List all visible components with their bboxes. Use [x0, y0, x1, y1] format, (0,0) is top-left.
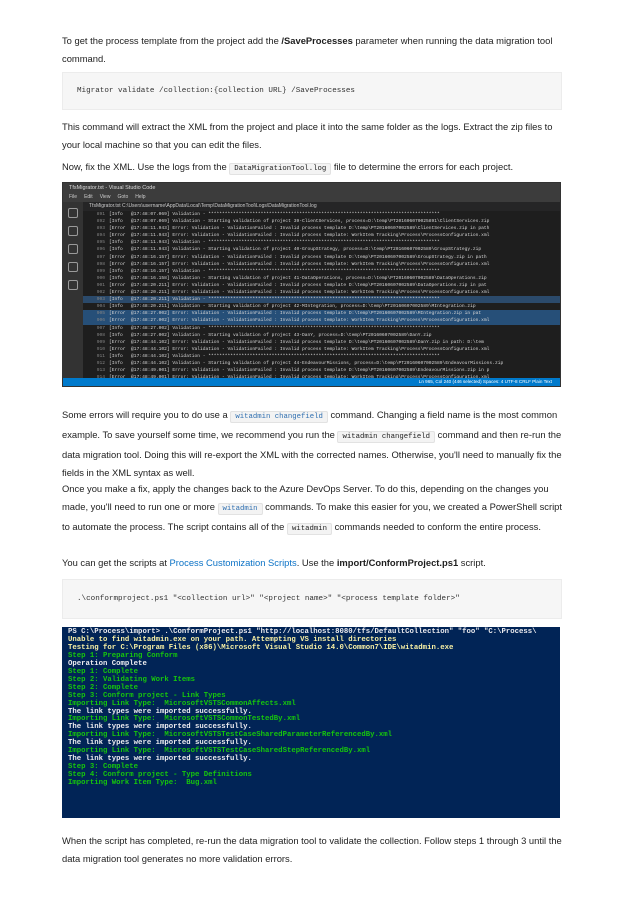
line-text: [Error @17:48:44.102] Error: Validation - ValidationFailed : Invalid process template D:\temp\PT20160607002589\DanY.zip in path: D:\tem [109, 339, 484, 345]
code-block-migrator [62, 72, 562, 110]
inline-code: DataMigrationTool.log [229, 163, 331, 175]
text: file to determine the errors for each project. [331, 161, 514, 172]
line-text: [Info @17:48:44.102] Validation - Starting validation of project 44-EndeavourMissions, process=D:\temp\PT20160607002589\EndeavourMissions.zip [109, 360, 504, 366]
line-text: [Error @17:48:11.943] Error: Validation - ValidationFailed : Invalid process template: WorkItem Tracking\Process\ProcessConfiguration.xml [109, 233, 490, 239]
console-line: The link types were imported successfully. [68, 755, 252, 764]
line-text: [Error @17:48:20.211] Error: Validation - ValidationFailed : Invalid process template: WorkItem Tracking\Process\ProcessConfiguration.xml [109, 290, 490, 296]
line-number: 912 [96, 360, 105, 366]
log-line [83, 317, 560, 324]
text: parameter when running the data migration tool command. [62, 35, 553, 64]
line-number: 893 [96, 226, 105, 232]
inline-code: witadmin [218, 503, 263, 515]
console-line: Step 3: Conform project - Link Types [68, 691, 226, 700]
console-line: Step 1: Complete [68, 667, 139, 676]
console-line: The link types were imported successfully. [68, 723, 252, 732]
paragraph-save-processes [62, 32, 562, 68]
log-line [83, 289, 560, 296]
vscode-status-bar: Ln 965, Col 240 (446 selected) Spaces: 4 UTF-8 CRLF Plain Text [63, 378, 560, 386]
vscode-tab: TfsMigrator.txt C:\Users\username\AppData\Local\Temp\DataMigrationTool\Logs\DataMigrationTool.log [83, 202, 560, 211]
line-number: 913 [96, 368, 105, 374]
line-text: [Error @17:48:16.157] Error: Validation - ValidationFailed : Invalid process template D:\temp\PT20160607002589\GroupStrategy.zip in path [109, 254, 487, 260]
line-text: [Info @17:48:27.002] Validation - ************************************************************************************ [109, 325, 440, 331]
line-text: [Info @17:48:20.211] Validation - ************************************************************************************ [109, 297, 440, 303]
console-line: The link types were imported successfully. [68, 707, 252, 716]
console-line: Step 2: Complete [68, 683, 139, 692]
text: Some errors will require you to do use a [62, 409, 231, 420]
console-line: PS C:\Process\import> .\ConformProject.ps1 "http://localhost:8080/tfs/DefaultCollection" "foo" "C:\Process\ [68, 628, 537, 636]
console-line: Unable to find witadmin.exe on your path. Attempting VS install directories [68, 635, 397, 644]
console-line: Step 3: Complete [68, 763, 139, 772]
bold-parameter: /SaveProcesses [281, 35, 353, 46]
debug-icon [68, 262, 78, 272]
code-text: .\conformproject.ps1 "<collection url>" "<project name>" "<process template folder>" [77, 595, 460, 603]
paragraph-apply-changes [62, 480, 562, 538]
vscode-title: TfsMigrator.txt - Visual Studio Code [63, 183, 560, 193]
console-line: Step 4: Conform project - Type Definitions [68, 771, 252, 780]
bold-script-name: import/ConformProject.ps1 [336, 557, 459, 568]
line-number: 894 [96, 233, 105, 239]
search-icon [68, 226, 78, 236]
line-number: 911 [96, 353, 105, 359]
line-number: 910 [96, 346, 105, 352]
paragraph-rerun: When the script has completed, re-run the data migration tool to validate the collection. Follow steps 1 through 3 until the data migration tool generates no more validation errors. [62, 835, 562, 864]
paragraph-witadmin-changefield [62, 406, 562, 482]
log-line [83, 303, 560, 310]
powershell-screenshot [62, 627, 560, 818]
vscode-screenshot [62, 182, 561, 387]
log-line [83, 360, 560, 367]
menu-item[interactable]: Edit [84, 194, 93, 200]
line-text: [Error @17:48:16.157] Error: Validation - ValidationFailed : Invalid process template: WorkItem Tracking\Process\ProcessConfiguration.xml [109, 261, 490, 267]
log-line [83, 225, 560, 232]
line-text: [Info @17:48:27.002] Validation - Starting validation of project 43-DanY, process=D:\temp\PT20160607002589\DanY.zip [109, 332, 432, 338]
line-number: 901 [96, 282, 105, 288]
line-text: [Error @17:48:49.001] Error: Validation - ValidationFailed : Invalid process template D:\temp\PT20160607002589\EndeavourMissions.zip in p [109, 368, 490, 374]
console-line: Step 2: Validating Work Items [68, 675, 195, 684]
menu-item[interactable]: File [69, 194, 78, 200]
log-line [83, 275, 560, 282]
console-line: Importing Link Type: MicrosoftVSTSTestCaseSharedParameterReferencedBy.xml [68, 731, 393, 740]
log-line [83, 367, 560, 374]
line-text: [Error @17:48:20.211] Error: Validation - ValidationFailed : Invalid process template D:\temp\PT20160607002589\DataOperations.zip in pat [109, 282, 487, 288]
paragraph-fix-xml [62, 158, 562, 178]
text: Now, fix the XML. Use the logs from the [62, 161, 230, 172]
console-line: The link types were imported successfully. [68, 739, 252, 748]
line-number: 896 [96, 247, 105, 253]
log-line [83, 239, 560, 246]
process-customization-scripts-link[interactable]: Process Customization Scripts [169, 557, 297, 568]
log-line [83, 332, 560, 339]
text: You can get the scripts at [62, 557, 170, 568]
paragraph-get-scripts [62, 554, 562, 572]
log-line [83, 268, 560, 275]
console-line: Importing Work Item Type: Bug.xml [68, 779, 217, 788]
line-number: 906 [96, 318, 105, 324]
log-line [83, 346, 560, 353]
vscode-activity-bar [63, 202, 83, 378]
code-block-conform [62, 579, 562, 619]
text: command and then re-run the data migration tool. Doing this will re-export the XML with the corrected names. Otherwise, you'll need to manually fix the fields in the XML syntax as well. [62, 429, 562, 478]
menu-item[interactable]: Goto [117, 194, 129, 200]
log-line [83, 339, 560, 346]
extensions-icon [68, 280, 78, 290]
code-text: Migrator validate /collection:{collection URL} /SaveProcesses [77, 87, 355, 95]
console-line: Importing Link Type: MicrosoftVSTSCommonAffects.xml [68, 699, 296, 708]
inline-code: witadmin changefield [337, 431, 435, 443]
console-line: Importing Link Type: MicrosoftVSTSCommonTestedBy.xml [68, 715, 301, 724]
line-number: 909 [96, 339, 105, 345]
log-line [83, 246, 560, 253]
line-number: 898 [96, 261, 105, 267]
text: script. [458, 557, 486, 568]
line-number: 905 [96, 311, 105, 317]
inline-code: witadmin changefield [230, 411, 328, 423]
console-line: Operation Complete [68, 659, 147, 668]
line-number: 904 [96, 304, 105, 310]
line-number: 891 [96, 212, 105, 217]
log-line [83, 218, 560, 225]
line-number: 903 [96, 297, 105, 303]
line-number: 895 [96, 240, 105, 246]
text: commands. To make this easier for you, we created a PowerShell script to automate the process. The script contains all of the [62, 501, 562, 532]
line-text: [Info @17:48:16.158] Validation - Starting validation of project 41-DataOperations, process=D:\temp\PT20160607002589\DataOperations.zip [109, 275, 487, 281]
line-text: [Info @17:48:11.943] Validation - Starting validation of project 40-GroupStrategy, process=D:\temp\PT20160607002589\GroupStrategy.zip [109, 247, 482, 253]
text: To get the process template from the project add the [62, 35, 282, 46]
menu-item[interactable]: View [99, 194, 111, 200]
line-number: 892 [96, 219, 105, 225]
line-text: [Error @17:48:44.102] Error: Validation - ValidationFailed : Invalid process template: WorkItem Tracking\Process\ProcessConfiguration.xml [109, 346, 490, 352]
console-line: Step 1: Preparing Conform [68, 651, 178, 660]
log-line [83, 325, 560, 332]
line-text: [Info @17:48:44.102] Validation - ************************************************************************************ [109, 353, 440, 359]
line-number: 902 [96, 290, 105, 296]
menu-item[interactable]: Help [135, 194, 146, 200]
git-icon [68, 244, 78, 254]
line-text: [Info @17:48:20.211] Validation - Starting validation of project 42-MIntegration, process=D:\temp\PT20160607002589\MIntegration.zip [109, 304, 476, 310]
log-line [83, 353, 560, 360]
line-number: 900 [96, 275, 105, 281]
log-line [83, 282, 560, 289]
line-text: [Error @17:48:27.002] Error: Validation - ValidationFailed : Invalid process template D:\temp\PT20160607002589\MIntegration.zip in pat [109, 311, 482, 317]
files-icon [68, 208, 78, 218]
log-line [83, 232, 560, 239]
line-number: 908 [96, 332, 105, 338]
log-line [83, 296, 560, 303]
log-line [83, 254, 560, 261]
log-line [83, 261, 560, 268]
text: . Use the [296, 557, 337, 568]
line-text: [Info @17:48:16.157] Validation - ************************************************************************************ [109, 268, 440, 274]
paragraph-extract-xml: This command will extract the XML from the project and place it into the same folder as the logs. Extract the zip files to your local machine so that you can edit the files. [62, 121, 553, 150]
log-lines [83, 211, 560, 378]
console-line: Importing Link Type: MicrosoftVSTSTestCaseSharedStepReferencedBy.xml [68, 747, 371, 756]
text: Once you make a fix, apply the changes back to the Azure DevOps Server. To do this, depending on the changes you made, you'll need to run one or more [62, 483, 549, 512]
text: commands needed to conform the entire process. [331, 521, 541, 532]
log-line [83, 310, 560, 317]
vscode-menubar [63, 193, 560, 202]
line-text: [Info @17:48:11.943] Validation - ************************************************************************************ [109, 240, 440, 246]
line-text: [Error @17:48:11.943] Error: Validation - ValidationFailed : Invalid process template D:\temp\PT20160607002589\ClientServices.zip in path [109, 226, 490, 232]
line-number: 899 [96, 268, 105, 274]
line-number: 897 [96, 254, 105, 260]
text: command. Changing a field name is the most common example. To save yourself some time, we recommend you run the [62, 409, 558, 440]
line-text: [Info @17:48:07.069] Validation - ************************************************************************************ [109, 212, 440, 217]
line-text: [Error @17:48:27.002] Error: Validation - ValidationFailed : Invalid process template: WorkItem Tracking\Process\ProcessConfiguration.xml [109, 318, 490, 324]
log-line [83, 211, 560, 218]
line-text: [Info @17:48:07.069] Validation - Starting validation of project 39-ClientServices, process=D:\temp\PT201606070025891\ClientServices.zip [109, 219, 490, 225]
line-number: 907 [96, 325, 105, 331]
inline-code: witadmin [287, 523, 332, 535]
console-line: Testing for C:\Program Files (x86)\Microsoft Visual Studio 14.0\Common7\IDE\witadmin.exe [68, 643, 454, 652]
